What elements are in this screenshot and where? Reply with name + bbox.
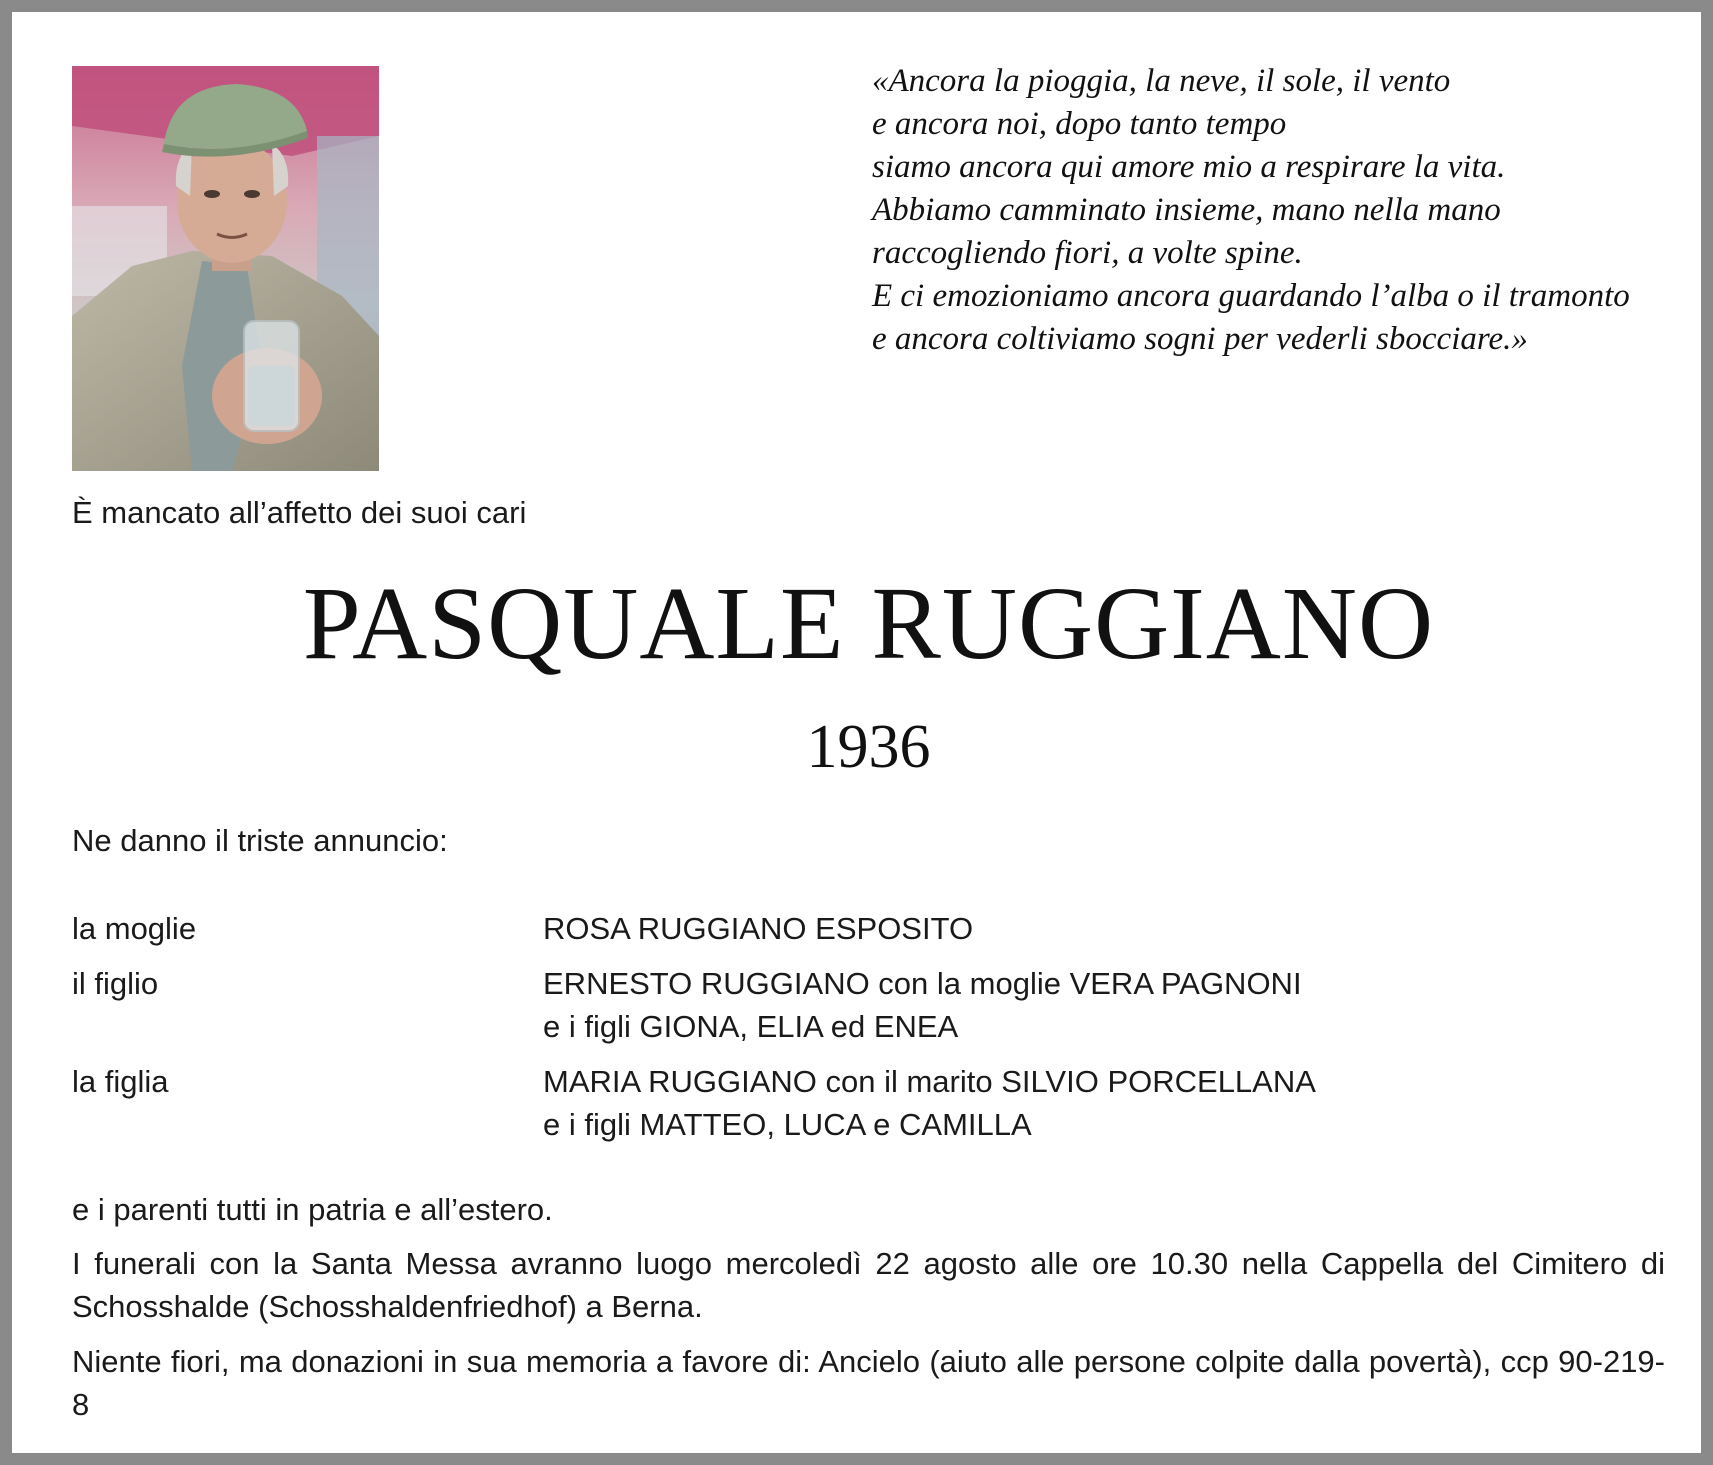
- funeral-text: I funerali con la Santa Messa avranno luogo mercoledì 22 agosto alle ore 10.30 nella Cappella del Cimitero di Schosshalde (Schosshaldenfriedhof) a Berna.: [72, 1246, 1665, 1324]
- quote-line: E ci emozioniamo ancora guardando l’alba o il tramonto: [872, 278, 1630, 314]
- quote-line: Abbiamo camminato insieme, mano nella mano: [872, 192, 1501, 228]
- family-name-line: e i figli MATTEO, LUCA e CAMILLA: [543, 1107, 1032, 1142]
- quote-line: e ancora noi, dopo tanto tempo: [872, 106, 1287, 142]
- portrait-photo: [72, 66, 379, 471]
- quote-line: «Ancora la pioggia, la neve, il sole, il vento: [872, 63, 1451, 99]
- relatives-text: e i parenti tutti in patria e all’estero.: [72, 1192, 553, 1227]
- family-role: la moglie: [72, 911, 197, 946]
- family-name-line: MARIA RUGGIANO con il marito SILVIO PORCELLANA: [543, 1064, 1316, 1099]
- deceased-name: PASQUALE RUGGIANO: [302, 566, 1435, 681]
- family-row-daughter: [72, 1060, 1672, 1146]
- announce-label: Ne danno il triste annuncio:: [72, 823, 448, 858]
- family-name-line: ERNESTO RUGGIANO con la moglie VERA PAGNONI: [543, 966, 1302, 1001]
- deceased-year: 1936: [806, 713, 931, 781]
- quote-line: raccogliendo fiori, a volte spine.: [872, 235, 1303, 271]
- quote-line: e ancora coltiviamo sogni per vederli sbocciare.»: [872, 321, 1528, 357]
- family-role: il figlio: [72, 966, 159, 1001]
- family-list: [72, 907, 1672, 1146]
- intro-text: È mancato all’affetto dei suoi cari: [72, 495, 527, 530]
- portrait-image: [72, 66, 379, 471]
- family-name-line: e i figli GIONA, ELIA ed ENEA: [543, 1009, 959, 1044]
- donations-text: Niente fiori, ma donazioni in sua memoria a favore di: Ancielo (aiuto alle persone colpite dalla povertà), ccp 90-219-8: [72, 1344, 1665, 1422]
- family-row-wife: [72, 907, 1672, 950]
- family-names: [543, 907, 1672, 950]
- family-names: [543, 1060, 1672, 1146]
- family-names: [543, 962, 1672, 1048]
- poem-quote: [872, 60, 1692, 361]
- family-row-son: [72, 962, 1672, 1048]
- family-name-line: ROSA RUGGIANO ESPOSITO: [543, 911, 974, 946]
- quote-line: siamo ancora qui amore mio a respirare la vita.: [872, 149, 1506, 185]
- family-role: la figlia: [72, 1064, 169, 1099]
